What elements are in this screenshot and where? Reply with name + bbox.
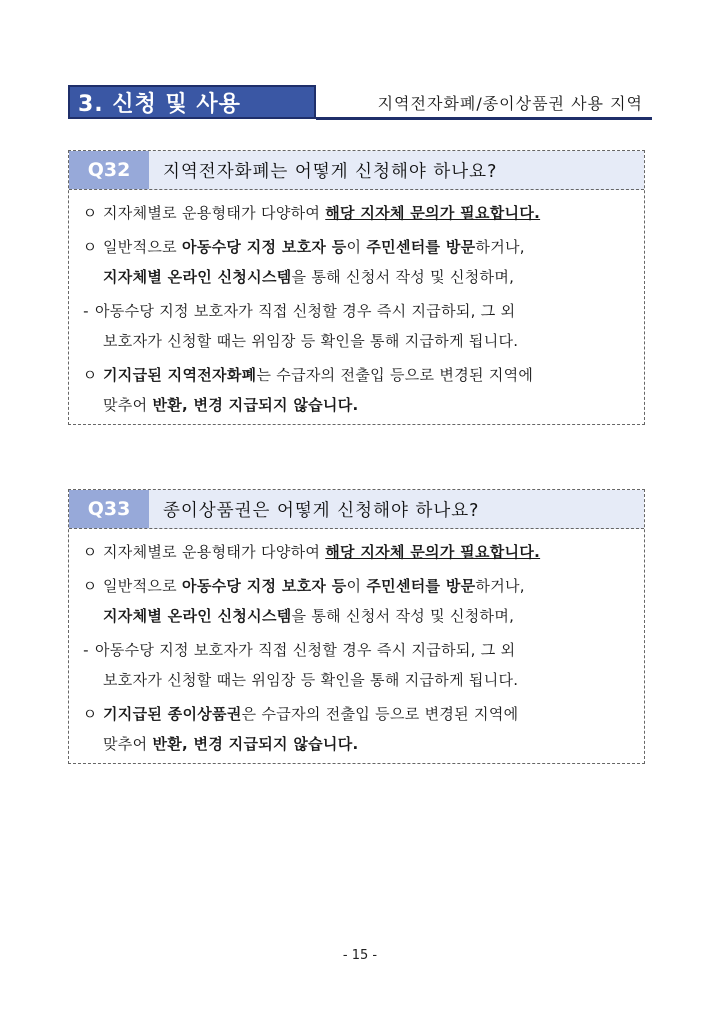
answer-bold: 지자체별 온라인 신청시스템 — [103, 268, 292, 286]
answer-item — [77, 537, 640, 567]
answer-bold: 아동수당 지정 보호자 등 — [182, 238, 347, 256]
answer-text: 맞추어 — [103, 396, 153, 414]
page-number: - 15 - — [342, 948, 378, 963]
answer-text: 하거나, — [475, 577, 525, 595]
answer-item — [77, 699, 640, 729]
answer-bold: 반환, 변경 지급되지 않습니다. — [152, 735, 359, 753]
answer-line — [77, 326, 640, 356]
qa-header — [69, 490, 644, 529]
bullet-marker: ㅇ — [82, 543, 98, 561]
answer-bold: 기지급된 종이상품권 — [103, 705, 242, 723]
answer-line — [77, 262, 640, 292]
answer-text: 이 — [346, 577, 367, 595]
bullet-marker: ㅇ — [82, 577, 98, 595]
section-title: 3. 신청 및 사용 — [68, 85, 316, 119]
answer-bold: 반환, 변경 지급되지 않습니다. — [152, 396, 359, 414]
answer-body — [69, 190, 644, 424]
answer-bold: 지자체별 온라인 신청시스템 — [103, 607, 292, 625]
answer-bold: 기지급된 지역전자화폐 — [103, 366, 257, 384]
section-subtitle: 지역전자화폐/종이상품권 사용 지역 — [377, 93, 643, 113]
answer-text: 지자체별로 운용형태가 다양하여 — [103, 543, 326, 561]
qa-block-q32 — [68, 150, 645, 425]
answer-text: 을 통해 신청서 작성 및 신청하며, — [291, 268, 515, 286]
answer-text: 맞추어 — [103, 735, 153, 753]
answer-text: 보호자가 신청할 때는 위임장 등 확인을 통해 지급하게 됩니다. — [103, 332, 519, 350]
answer-subitem — [77, 296, 640, 326]
answer-text: 은 수급자의 전출입 등으로 변경된 지역에 — [241, 705, 519, 723]
qa-block-q33 — [68, 489, 645, 764]
answer-text: 아동수당 지정 보호자가 직접 신청할 경우 즉시 지급하되, 그 외 — [95, 641, 516, 659]
question-title: 지역전자화폐는 어떻게 신청해야 하나요? — [163, 161, 498, 182]
answer-subitem — [77, 635, 640, 665]
question-badge: Q32 — [69, 151, 149, 189]
answer-line — [77, 601, 640, 631]
answer-text: 지자체별로 운용형태가 다양하여 — [103, 204, 326, 222]
dash-marker: - — [83, 641, 89, 659]
answer-emphasis: 해당 지자체 문의가 필요합니다. — [325, 204, 541, 222]
answer-text: 을 통해 신청서 작성 및 신청하며, — [291, 607, 515, 625]
question-title: 종이상품권은 어떻게 신청해야 하나요? — [163, 500, 480, 521]
bullet-marker: ㅇ — [82, 705, 98, 723]
answer-text: 일반적으로 — [103, 238, 183, 256]
answer-bold: 주민센터를 방문 — [366, 577, 476, 595]
answer-item — [77, 232, 640, 262]
answer-item — [77, 360, 640, 390]
answer-item — [77, 571, 640, 601]
dash-marker: - — [83, 302, 89, 320]
answer-text: 는 수급자의 전출입 등으로 변경된 지역에 — [256, 366, 534, 384]
qa-header — [69, 151, 644, 190]
answer-item — [77, 198, 640, 228]
answer-text: 보호자가 신청할 때는 위임장 등 확인을 통해 지급하게 됩니다. — [103, 671, 519, 689]
answer-text: 이 — [346, 238, 367, 256]
question-badge: Q33 — [69, 490, 149, 528]
bullet-marker: ㅇ — [82, 366, 98, 384]
answer-line — [77, 665, 640, 695]
answer-bold: 주민센터를 방문 — [366, 238, 476, 256]
answer-text: 하거나, — [475, 238, 525, 256]
answer-text: 아동수당 지정 보호자가 직접 신청할 경우 즉시 지급하되, 그 외 — [95, 302, 516, 320]
answer-emphasis: 해당 지자체 문의가 필요합니다. — [325, 543, 541, 561]
answer-body — [69, 529, 644, 763]
answer-text: 일반적으로 — [103, 577, 183, 595]
bullet-marker: ㅇ — [82, 238, 98, 256]
header-divider — [316, 117, 652, 120]
bullet-marker: ㅇ — [82, 204, 98, 222]
answer-line — [77, 729, 640, 759]
answer-line — [77, 390, 640, 420]
answer-bold: 아동수당 지정 보호자 등 — [182, 577, 347, 595]
